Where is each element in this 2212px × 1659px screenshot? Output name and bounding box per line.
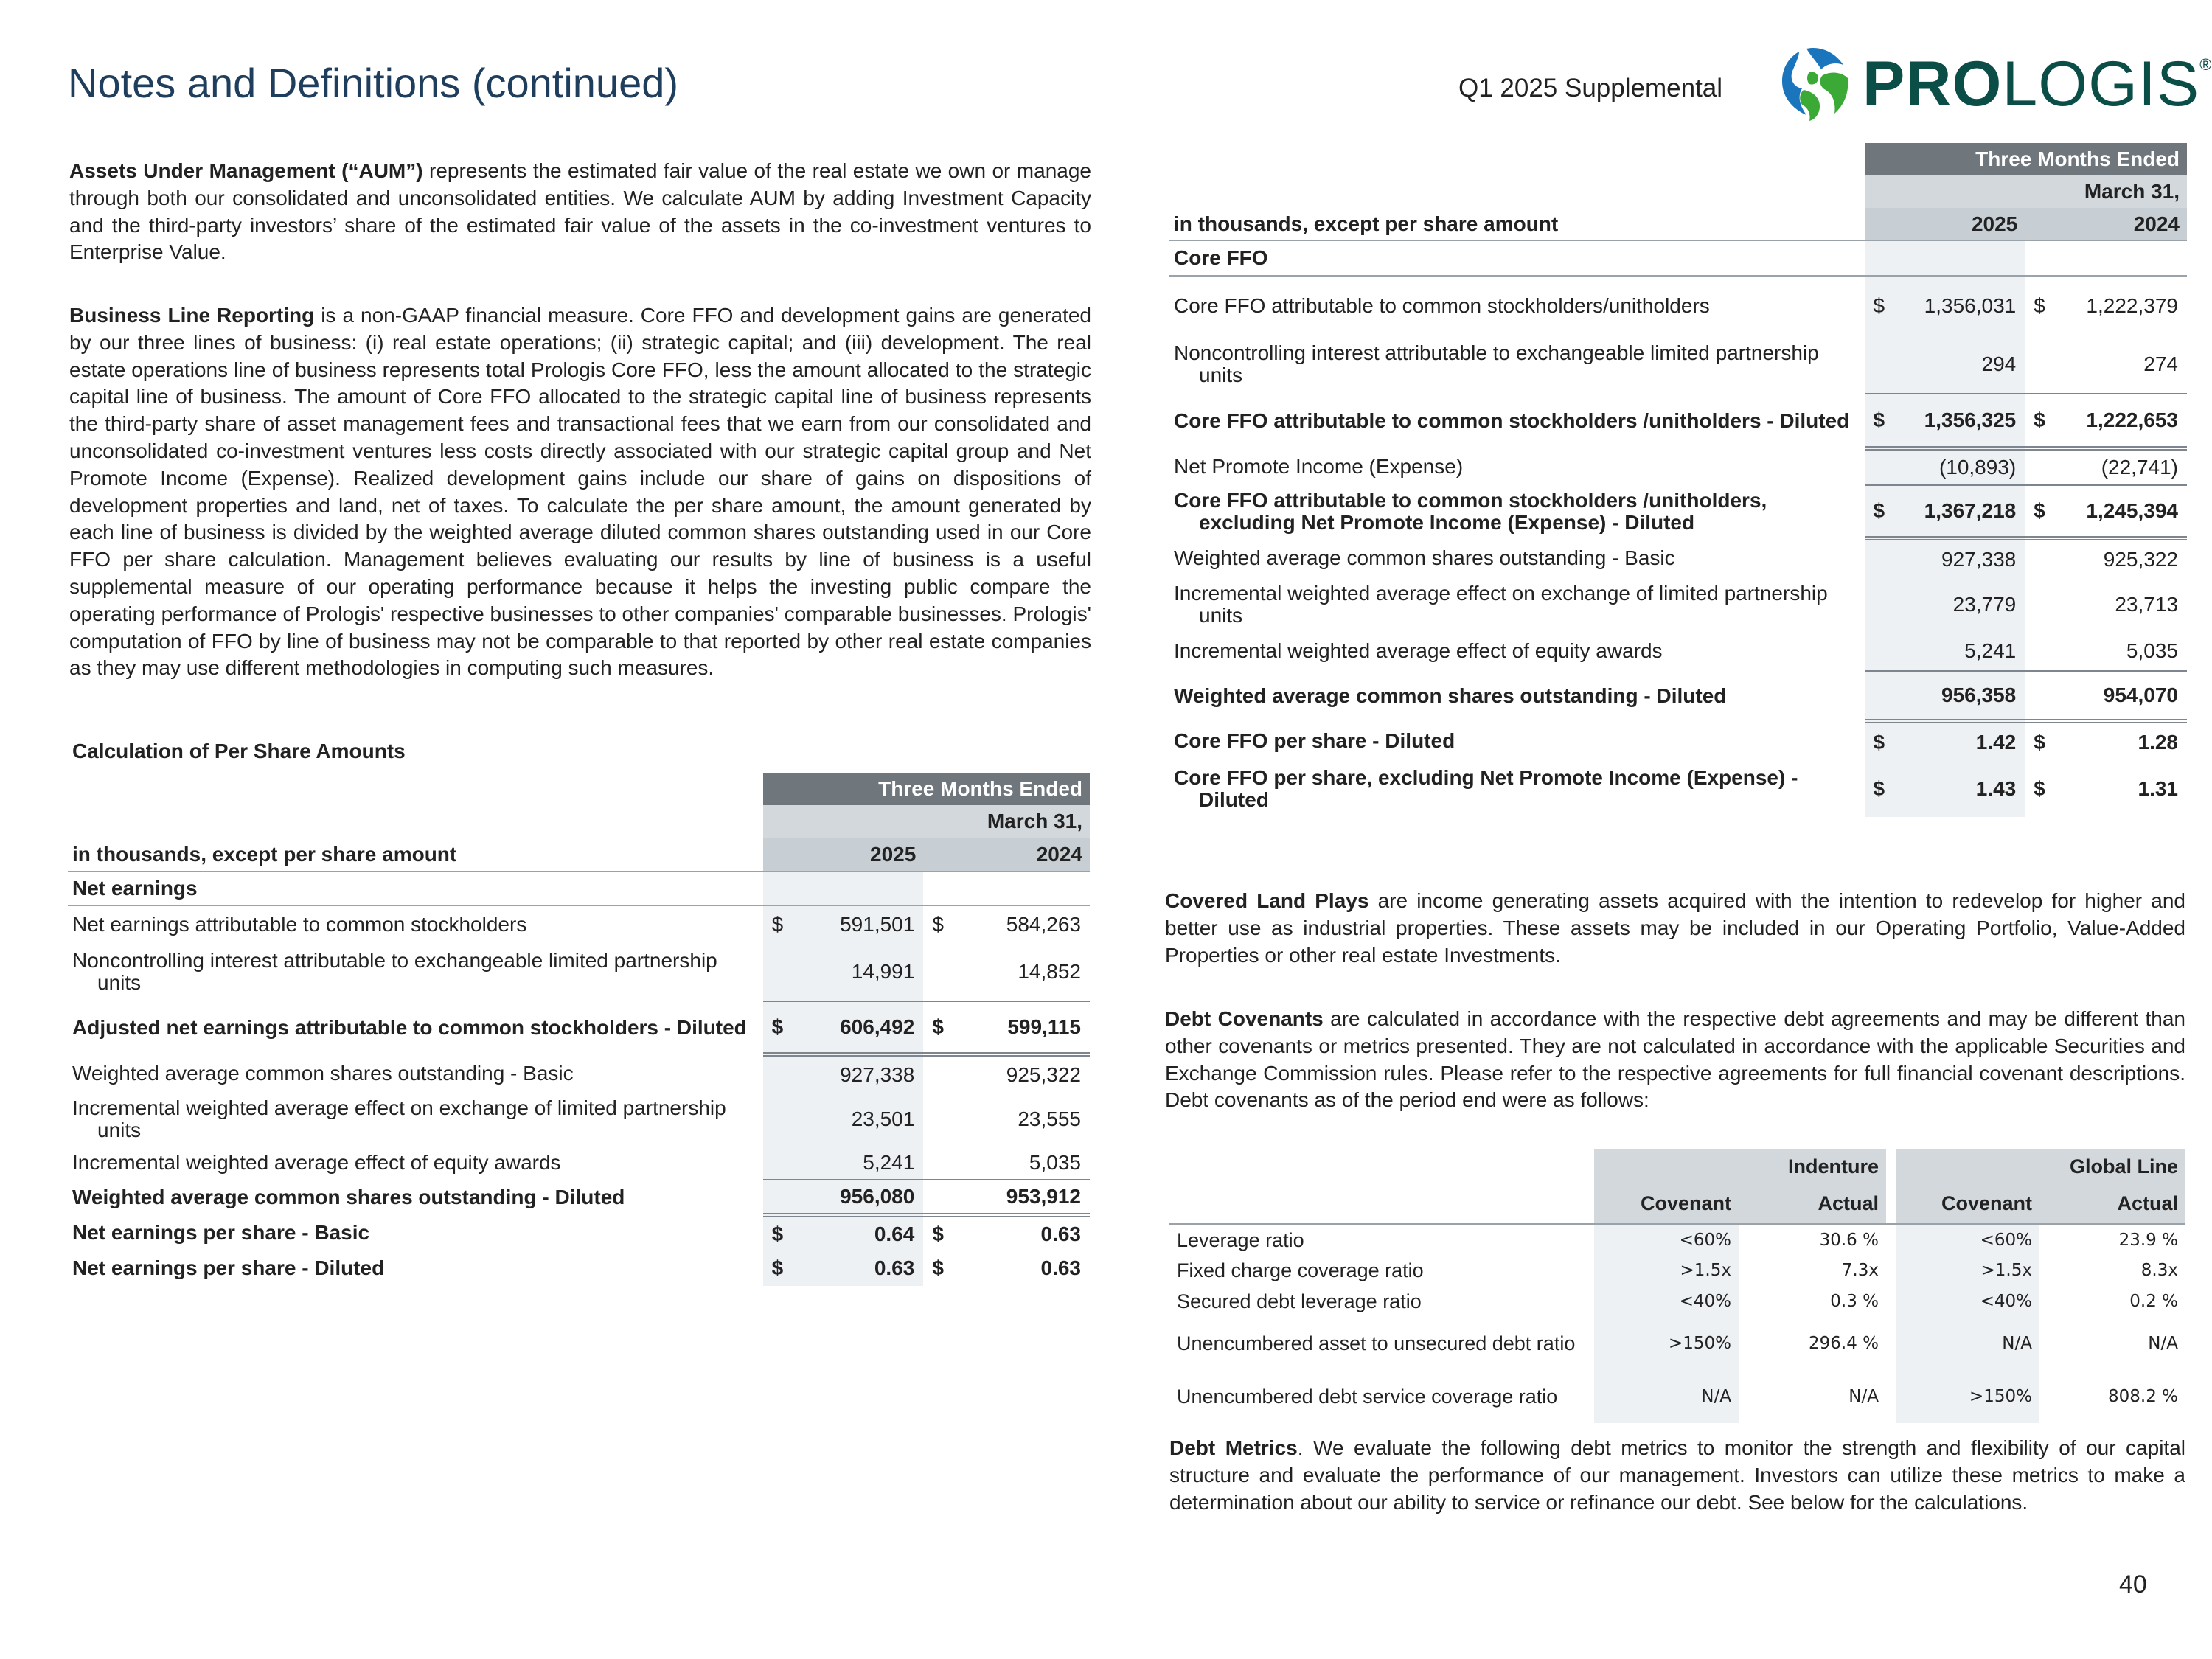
table-row: Leverage ratio <60% 30.6 % <60% 23.9 %: [1169, 1224, 2185, 1255]
year-2024: 2024: [2025, 208, 2187, 240]
table-row: Incremental weighted average effect of equity awards 5,241 5,035: [1169, 631, 2187, 671]
year-2025: 2025: [763, 838, 924, 872]
table-row: Fixed charge coverage ratio >1.5x 7.3x >1.5x 8.3x: [1169, 1255, 2185, 1286]
table-row: Secured debt leverage ratio <40% 0.3 % <40% 0.2 %: [1169, 1286, 2185, 1317]
table-row: Core FFO per share - Diluted $ 1.42 $ 1.28: [1169, 721, 2187, 761]
table-row: Core FFO attributable to common stockholders/unitholders $ 1,356,031 $ 1,222,379: [1169, 276, 2187, 335]
table-row: Core FFO attributable to common stockholders /unitholders, excluding Net Promote Income (Expense) - Diluted $ 1,367,218 $ 1,245,394: [1169, 485, 2187, 538]
per-share-title: Calculation of Per Share Amounts: [72, 740, 406, 762]
table-row: Core FFO per share, excluding Net Promote Income (Expense) - Diluted $ 1.43 $ 1.31: [1169, 761, 2187, 817]
core-ffo-table: [1169, 143, 2187, 817]
aum-paragraph: Assets Under Management (“AUM”) represents the estimated fair value of the real estate we own or manage through both our consolidated and unconsolidated entities. We calculate AUM by adding Investment Capacity and the third-party investors’ share of the estimated fair value of the assets in the co-investment ventures to Enterprise Value.: [69, 159, 1091, 264]
unit-label: in thousands, except per share amount: [1169, 208, 1865, 240]
per-share-table: [68, 773, 1090, 1286]
table-row: Adjusted net earnings attributable to common stockholders - Diluted $ 606,492 $ 599,115: [68, 1001, 1090, 1054]
table-row: Net Promote Income (Expense) (10,893) (22,741): [1169, 448, 2187, 485]
unit-label: in thousands, except per share amount: [68, 838, 763, 872]
table-row: Net earnings per share - Diluted $ 0.63 $ 0.63: [68, 1251, 1090, 1286]
indenture-covenant-col: Covenant: [1594, 1184, 1739, 1224]
period-header: Three Months Ended: [1865, 143, 2187, 175]
section-label: Net earnings: [68, 872, 763, 905]
table-row: Unencumbered debt service coverage ratio N/A N/A >150% 808.2 %: [1169, 1370, 2185, 1423]
debt-covenants-paragraph: Debt Covenants are calculated in accordance with the respective debt agreements and may be different than other covenants or metrics presented. They are not calculated in accordance with the applicable Securities and Exchange Commission rules. Please refer to the respective agreements for full financial covenant descriptions. Debt covenants as of the period end were as follows:: [1165, 1007, 2185, 1112]
table-row: Weighted average common shares outstanding - Basic 927,338 925,322: [68, 1054, 1090, 1093]
global-line-header: Global Line: [1896, 1149, 2185, 1184]
table-row: Net earnings per share - Basic $ 0.64 $ 0.63: [68, 1215, 1090, 1251]
indenture-header: Indenture: [1594, 1149, 1886, 1184]
table-row: Unencumbered asset to unsecured debt ratio >150% 296.4 % N/A N/A: [1169, 1317, 2185, 1370]
indenture-actual-col: Actual: [1739, 1184, 1886, 1224]
logo-wordmark: PROLOGIS®: [1863, 49, 2212, 119]
table-row: Incremental weighted average effect on exchange of limited partnership units 23,501 23,555: [68, 1093, 1090, 1146]
date-header: March 31,: [1865, 175, 2187, 208]
table-row: Weighted average common shares outstanding - Diluted 956,358 954,070: [1169, 671, 2187, 721]
date-header: March 31,: [763, 805, 1090, 838]
table-row: Noncontrolling interest attributable to exchangeable limited partnership units 14,991 14,852: [68, 942, 1090, 1001]
table-row: Incremental weighted average effect on exchange of limited partnership units 23,779 23,713: [1169, 578, 2187, 631]
table-row: Incremental weighted average effect of equity awards 5,241 5,035: [68, 1146, 1090, 1180]
page-title: Notes and Definitions (continued): [68, 60, 679, 106]
table-row: Net earnings attributable to common stockholders $ 591,501 $ 584,263: [68, 905, 1090, 942]
globe-icon: [1777, 46, 1851, 122]
business-line-paragraph: Business Line Reporting is a non-GAAP financial measure. Core FFO and development gains are generated by our three lines of business: (i) real estate operations; (ii) strategic capital; and (iii) development. The real estate operations line of business represents total Prologis Core FFO, less the amount allocated to the strategic capital line of business. The amount of Core FFO allocated to the strategic capital line of business represents the third-party share of asset management fees and transactional fees that we earn from our consolidated and unconsolidated co-investment ventures less costs directly associated with our strategic capital group and Net Promote Income (Expense). Realized development gains include our share of gains on dispositions of development properties and land, net of taxes. To calculate the per share amount, the amount generated by each line of business is divided by the weighted average diluted common shares outstanding used in our Core FFO per share calculation. Management believes evaluating our results by line of business is a useful supplemental measure of our operating performance because it helps the investing public compare the operating performance of Prologis' respective businesses to other companies' comparable businesses. Prologis' computation of FFO by line of business may not be comparable to that reported by other real estate companies as they may use different methodologies in computing such measures.: [69, 304, 1091, 680]
table-row: Core FFO attributable to common stockholders /unitholders - Diluted $ 1,356,325 $ 1,222,653: [1169, 394, 2187, 448]
page-number: 40: [2119, 1571, 2147, 1599]
table-row: Noncontrolling interest attributable to exchangeable limited partnership units 294 274: [1169, 335, 2187, 394]
period-header: Three Months Ended: [763, 773, 1090, 805]
global-actual-col: Actual: [2039, 1184, 2185, 1224]
table-row: Weighted average common shares outstanding - Basic 927,338 925,322: [1169, 538, 2187, 578]
prologis-logo: [1777, 46, 2212, 122]
year-2024: 2024: [923, 838, 1090, 872]
table-row: Weighted average common shares outstanding - Diluted 956,080 953,912: [68, 1180, 1090, 1215]
covered-land-paragraph: Covered Land Plays are income generating assets acquired with the intention to redevelop for higher and better use as industrial properties. These assets may be included in our Operating Portfolio, Value-Added Properties or other real estate Investments.: [1165, 889, 2186, 967]
global-covenant-col: Covenant: [1896, 1184, 2039, 1224]
supplemental-label: Q1 2025 Supplemental: [1458, 74, 1723, 102]
debt-covenants-table: [1169, 1149, 2185, 1423]
year-2025: 2025: [1865, 208, 2025, 240]
debt-metrics-paragraph: Debt Metrics. We evaluate the following debt metrics to monitor the strength and flexibility of our capital structure and evaluate the performance of our management. Investors can utilize these metrics to make a determination about our ability to service or refinance our debt. See below for the calculations.: [1169, 1436, 2185, 1514]
section-label: Core FFO: [1169, 240, 1865, 276]
